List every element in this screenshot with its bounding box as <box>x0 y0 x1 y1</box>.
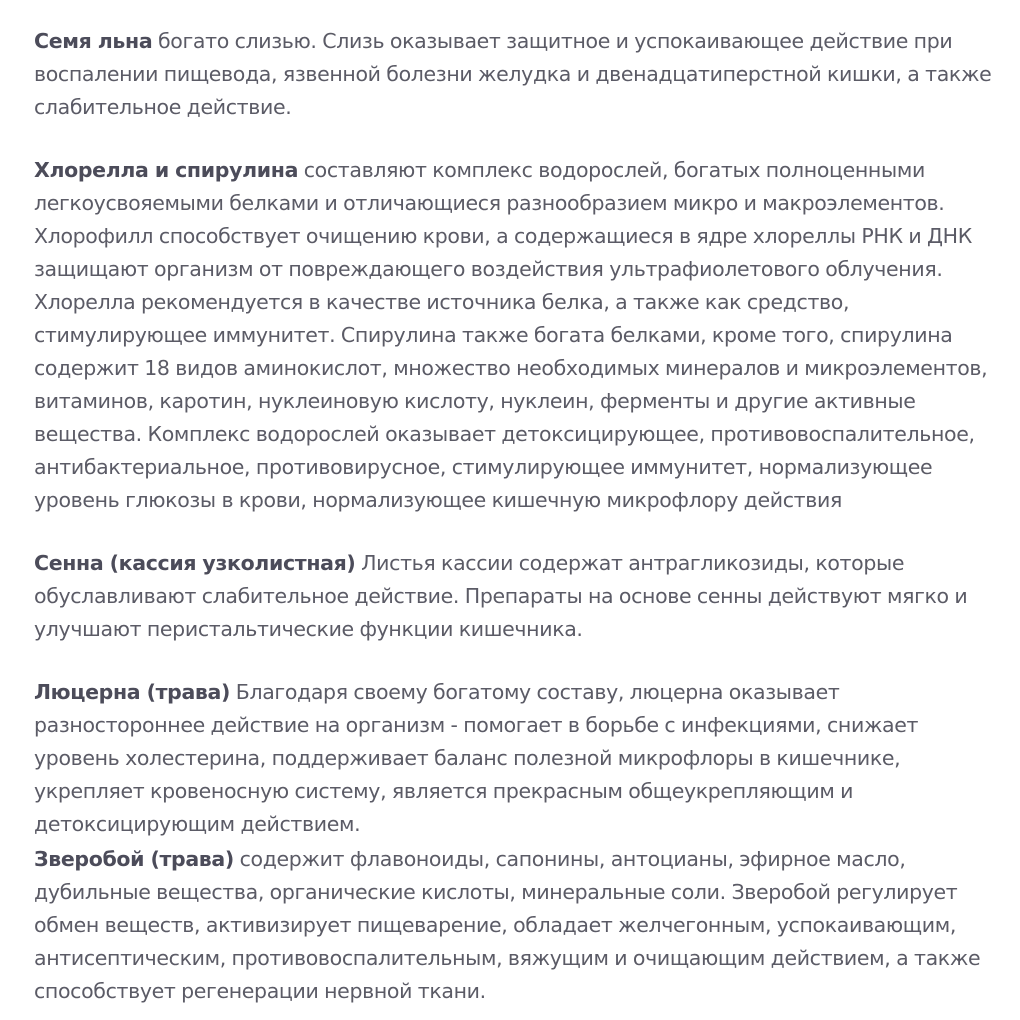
term-st-johns-wort: Зверобой (трава) <box>34 847 234 871</box>
text-alfalfa: Благодаря своему богатому составу, люцерна оказывает разностороннее действие на организм - помогает в борьбе с инфекциями, снижает уровень холестерина, поддерживает баланс полезной микрофлоры в кишечнике, укрепляет кровеносную систему, является прекрасным общеукрепляющим и детоксицирующим действием. <box>34 680 919 836</box>
text-senna: Листья кассии содержат антрагликозиды, которые обуславливают слабительное действие. Препараты на основе сенны действуют мягко и улучшают перистальтические функции кишечника. <box>34 551 968 641</box>
term-alfalfa: Люцерна (трава) <box>34 680 231 704</box>
text-flax-seed: богато слизью. Слизь оказывает защитное и успокаивающее действие при воспалении пищевода, язвенной болезни желудка и двенадцатиперстной кишки, а также слабительное действие. <box>34 29 992 119</box>
paragraph-senna <box>34 547 1009 646</box>
term-senna: Сенна (кассия узколистная) <box>34 551 356 575</box>
paragraph-st-johns-wort <box>34 843 1009 1008</box>
article-body <box>34 25 1009 1008</box>
term-flax-seed: Семя льна <box>34 29 153 53</box>
text-st-johns-wort: содержит флавоноиды, сапонины, антоцианы, эфирное масло, дубильные вещества, органические кислоты, минеральные соли. Зверобой регулирует обмен веществ, активизирует пищеварение, обладает желчегонным, успокаивающим, антисептическим, противовоспалительным, вяжущим и очищающим действием, а также способствует регенерации нервной ткани. <box>34 847 981 1003</box>
paragraph-alfalfa <box>34 676 1009 841</box>
text-chlorella-spirulina: составляют комплекс водорослей, богатых полноценными легкоусвояемыми белками и отличающиеся разнообразием микро и макроэлементов. Хлорофилл способствует очищению крови, а содержащиеся в ядре хлореллы РНК и ДНК защищают организм от повреждающего воздействия ультрафиолетового облучения. Хлорелла рекомендуется в качестве источника белка, а также как средство, стимулирующее иммунитет. Спирулина также богата белками, кроме того, спирулина содержит 18 видов аминокислот, множество необходимых минералов и микроэлементов, витаминов, каротин, нуклеиновую кислоту, нуклеин, ферменты и другие активные вещества. Комплекс водорослей оказывает детоксицирующее, противовоспалительное, антибактериальное, противовирусное, стимулирующее иммунитет, нормализующее уровень глюкозы в крови, нормализующее кишечную микрофлору действия <box>34 158 988 512</box>
paragraph-chlorella-spirulina <box>34 154 1009 517</box>
paragraph-flax-seed <box>34 25 1009 124</box>
term-chlorella-spirulina: Хлорелла и спирулина <box>34 158 299 182</box>
